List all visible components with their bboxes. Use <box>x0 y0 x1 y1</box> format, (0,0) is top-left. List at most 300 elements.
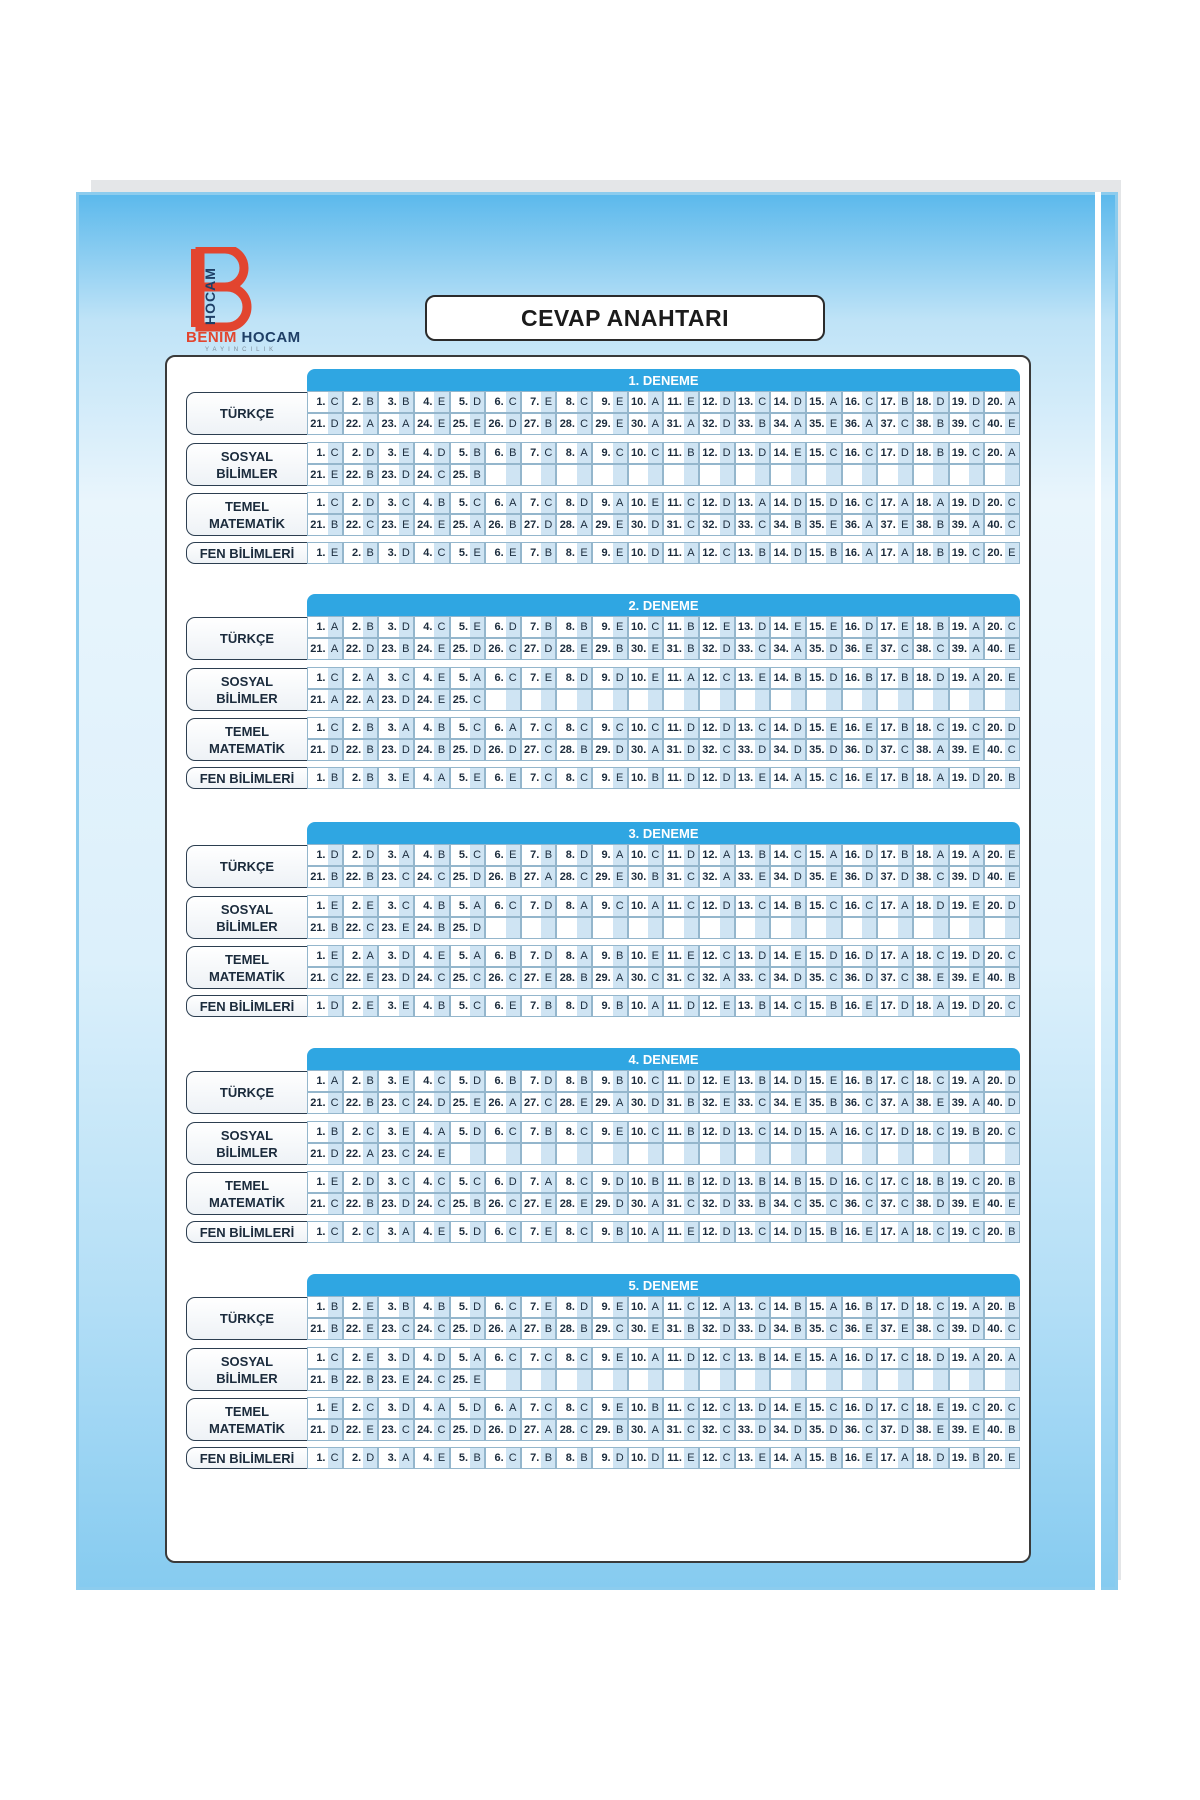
answer-row <box>307 1369 1020 1391</box>
answer-cell: 6. C <box>485 895 521 917</box>
answer-cell: 20. C <box>984 1121 1020 1143</box>
answer-cell: 9. D <box>592 667 628 689</box>
answer-cell: 22. D <box>343 638 379 660</box>
answer-cell: 12. A <box>699 844 735 866</box>
answer-cell: 24. B <box>414 917 450 939</box>
answer-cell: 9. C <box>592 895 628 917</box>
answer-cell: 31. A <box>663 413 699 435</box>
answer-cell: 21. D <box>307 1143 343 1165</box>
answer-cell: 15. C <box>806 767 842 789</box>
answer-cell: 13. E <box>735 767 771 789</box>
answer-cell: 3. C <box>378 667 414 689</box>
answer-cell <box>806 689 842 711</box>
answer-cell: 33. B <box>735 413 771 435</box>
answer-cell: 7. B <box>521 1447 557 1469</box>
answer-cell: 22. B <box>343 1369 379 1391</box>
answer-cell: 12. D <box>699 442 735 464</box>
answer-cell: 27. E <box>521 967 557 989</box>
answer-cell: 3. D <box>378 1347 414 1369</box>
answer-cell: 12. D <box>699 895 735 917</box>
subject-label: TÜRKÇE <box>186 1071 307 1114</box>
answer-cell: 11. C <box>663 492 699 514</box>
answer-cell: 5. A <box>450 667 486 689</box>
answer-cell: 9. A <box>592 844 628 866</box>
answer-cell: 5. D <box>450 1296 486 1318</box>
answer-cell: 16. E <box>842 995 878 1017</box>
answer-cell: 25. D <box>450 638 486 660</box>
answer-cell: 5. D <box>450 1397 486 1419</box>
answer-cell: 1. A <box>307 616 343 638</box>
answer-cell: 34. D <box>770 1419 806 1441</box>
answer-cell: 2. B <box>343 767 379 789</box>
answer-cell: 40. E <box>984 638 1020 660</box>
answer-cell: 18. C <box>913 945 949 967</box>
answer-cell: 14. D <box>770 542 806 564</box>
answer-cell: 15. B <box>806 995 842 1017</box>
answer-cell: 18. A <box>913 492 949 514</box>
answer-cell: 32. D <box>699 638 735 660</box>
answer-cell: 5. A <box>450 895 486 917</box>
answer-cell: 6. C <box>485 1347 521 1369</box>
deneme-title: 5. DENEME <box>307 1274 1020 1296</box>
answer-cell: 7. B <box>521 995 557 1017</box>
answer-cell: 25. B <box>450 1193 486 1215</box>
answer-cell: 9. B <box>592 945 628 967</box>
answer-cell: 19. A <box>949 1347 985 1369</box>
answer-cell: 17. C <box>877 1397 913 1419</box>
answer-cell: 24. E <box>414 638 450 660</box>
answer-cell: 11. D <box>663 1347 699 1369</box>
answer-cell: 32. C <box>699 1419 735 1441</box>
answer-cell: 3. D <box>378 542 414 564</box>
answer-row <box>307 995 1020 1017</box>
answer-cell: 37. C <box>877 967 913 989</box>
answer-row <box>307 464 1020 486</box>
answer-cell: 8. C <box>556 1347 592 1369</box>
answer-cell <box>842 1143 878 1165</box>
answer-cell: 25. E <box>450 1092 486 1114</box>
answer-cell: 17. E <box>877 616 913 638</box>
answer-cell: 26. A <box>485 1318 521 1340</box>
subject-label: TEMEL MATEMATİK <box>186 1398 307 1441</box>
answer-cell: 20. E <box>984 667 1020 689</box>
answer-cell: 30. A <box>628 1193 664 1215</box>
answer-cell: 1. D <box>307 844 343 866</box>
answer-cell: 21. B <box>307 1318 343 1340</box>
answer-cell <box>521 1369 557 1391</box>
answer-cell: 9. D <box>592 1447 628 1469</box>
answer-cell: 21. D <box>307 1419 343 1441</box>
answer-cell: 23. D <box>378 689 414 711</box>
deneme-block <box>167 369 1029 569</box>
answer-cell: 31. C <box>663 1419 699 1441</box>
answer-cell: 18. C <box>913 1296 949 1318</box>
answer-cell: 3. C <box>378 1171 414 1193</box>
answer-cell: 7. B <box>521 1121 557 1143</box>
answer-cell: 36. D <box>842 739 878 761</box>
answer-cell: 4. E <box>414 945 450 967</box>
answer-cell: 9. E <box>592 1397 628 1419</box>
answer-cell: 36. A <box>842 413 878 435</box>
answer-cell <box>628 917 664 939</box>
answer-cell: 15. B <box>806 542 842 564</box>
answer-cell: 6. A <box>485 492 521 514</box>
answer-cell <box>877 1143 913 1165</box>
answer-cell: 4. E <box>414 1447 450 1469</box>
answer-cell: 27. C <box>521 739 557 761</box>
answer-cell <box>735 689 771 711</box>
answer-cell: 18. B <box>913 1171 949 1193</box>
answer-cell: 38. C <box>913 638 949 660</box>
answer-cell: 2. E <box>343 895 379 917</box>
answer-row <box>307 945 1020 967</box>
answer-cell: 21. B <box>307 514 343 536</box>
answer-cell: 28. C <box>556 1419 592 1441</box>
answer-cell: 40. D <box>984 1092 1020 1114</box>
answer-cell: 6. B <box>485 945 521 967</box>
subject-label: FEN BİLİMLERİ <box>186 1447 307 1469</box>
answer-cell <box>485 1143 521 1165</box>
answer-cell: 14. B <box>770 1296 806 1318</box>
answer-cell: 1. C <box>307 1447 343 1469</box>
answer-cell <box>842 464 878 486</box>
answer-cell: 20. E <box>984 1447 1020 1469</box>
answer-cell: 20. B <box>984 1296 1020 1318</box>
answer-cell: 17. D <box>877 442 913 464</box>
answer-cell: 13. C <box>735 391 771 413</box>
answer-cell: 40. E <box>984 1193 1020 1215</box>
answer-cell <box>556 689 592 711</box>
answer-cell: 36. A <box>842 514 878 536</box>
answer-row <box>307 739 1020 761</box>
deneme-title: 2. DENEME <box>307 594 1020 616</box>
answer-cell: 15. A <box>806 844 842 866</box>
answer-cell: 23. D <box>378 967 414 989</box>
answer-cell: 35. B <box>806 1092 842 1114</box>
answer-cell: 33. C <box>735 1092 771 1114</box>
answer-cell: 23. A <box>378 413 414 435</box>
answer-cell: 2. E <box>343 995 379 1017</box>
deneme-title: 1. DENEME <box>307 369 1020 391</box>
subject-label: TÜRKÇE <box>186 392 307 435</box>
deneme-block <box>167 822 1029 1022</box>
answer-cell: 5. C <box>450 995 486 1017</box>
answer-row <box>307 895 1020 917</box>
answer-cell <box>735 464 771 486</box>
answer-cell: 1. E <box>307 895 343 917</box>
answer-cell: 18. E <box>913 1397 949 1419</box>
answer-cell: 2. C <box>343 1221 379 1243</box>
answer-cell: 11. D <box>663 1070 699 1092</box>
answer-cell: 13. C <box>735 1296 771 1318</box>
answer-cell: 20. D <box>984 1070 1020 1092</box>
answer-cell: 29. D <box>592 739 628 761</box>
answer-cell <box>806 917 842 939</box>
answer-cell: 35. C <box>806 1318 842 1340</box>
answer-cell: 5. E <box>450 767 486 789</box>
answer-row <box>307 1347 1020 1369</box>
answer-cell: 14. E <box>770 1347 806 1369</box>
answer-cell: 21. C <box>307 967 343 989</box>
answer-cell: 6. A <box>485 1397 521 1419</box>
answer-cell: 29. A <box>592 967 628 989</box>
deneme-block <box>167 594 1029 794</box>
answer-cell: 17. C <box>877 1171 913 1193</box>
answer-cell: 16. D <box>842 945 878 967</box>
answer-cell: 39. A <box>949 638 985 660</box>
answer-cell: 12. D <box>699 1221 735 1243</box>
answer-cell: 17. B <box>877 844 913 866</box>
answer-cell: 4. B <box>414 995 450 1017</box>
answer-row <box>307 1296 1020 1318</box>
answer-cell: 9. E <box>592 542 628 564</box>
answer-cell: 9. B <box>592 1221 628 1243</box>
answer-cell: 13. B <box>735 542 771 564</box>
answer-cell: 3. E <box>378 1121 414 1143</box>
answer-cell: 19. C <box>949 1221 985 1243</box>
answer-cell: 11. D <box>663 844 699 866</box>
answer-cell: 11. C <box>663 895 699 917</box>
answer-cell: 8. C <box>556 391 592 413</box>
answer-cell: 7. D <box>521 945 557 967</box>
answer-cell: 16. B <box>842 1296 878 1318</box>
answer-cell: 13. E <box>735 667 771 689</box>
answer-cell: 29. E <box>592 413 628 435</box>
answer-cell: 17. D <box>877 1121 913 1143</box>
answer-cell: 24. C <box>414 464 450 486</box>
answer-cell: 15. D <box>806 667 842 689</box>
answer-cell: 15. A <box>806 1347 842 1369</box>
answer-cell: 35. C <box>806 1193 842 1215</box>
answer-cell: 21. A <box>307 638 343 660</box>
answer-cell: 37. E <box>877 1318 913 1340</box>
answer-cell: 10. A <box>628 1347 664 1369</box>
answer-cell: 4. E <box>414 667 450 689</box>
answer-row <box>307 1447 1020 1469</box>
answer-cell: 5. E <box>450 616 486 638</box>
answer-cell: 32. C <box>699 739 735 761</box>
answer-cell: 37. D <box>877 1419 913 1441</box>
answer-cell: 5. E <box>450 542 486 564</box>
subject-label: SOSYAL BİLİMLER <box>186 1348 307 1391</box>
answer-cell: 7. E <box>521 667 557 689</box>
answer-cell: 1. C <box>307 492 343 514</box>
answer-cell: 28. A <box>556 514 592 536</box>
answer-cell: 35. E <box>806 413 842 435</box>
answer-cell: 6. E <box>485 542 521 564</box>
answer-cell: 12. C <box>699 542 735 564</box>
answer-cell: 37. C <box>877 1193 913 1215</box>
answer-cell: 25. D <box>450 866 486 888</box>
answer-cell: 5. D <box>450 391 486 413</box>
svg-text:HOCAM: HOCAM <box>202 267 218 325</box>
answer-cell <box>592 917 628 939</box>
answer-row <box>307 667 1020 689</box>
answer-cell: 24. B <box>414 739 450 761</box>
answer-cell <box>699 1369 735 1391</box>
answer-cell: 23. C <box>378 1143 414 1165</box>
answer-cell: 11. A <box>663 667 699 689</box>
answer-cell: 28. E <box>556 1092 592 1114</box>
answer-cell <box>699 689 735 711</box>
answer-cell: 23. E <box>378 514 414 536</box>
answer-cell <box>521 464 557 486</box>
answer-cell: 22. C <box>343 917 379 939</box>
answer-cell: 10. D <box>628 1447 664 1469</box>
answer-cell: 24. C <box>414 1193 450 1215</box>
answer-cell: 38. C <box>913 1318 949 1340</box>
answer-cell <box>913 1369 949 1391</box>
answer-cell: 36. C <box>842 1092 878 1114</box>
answer-cell: 24. E <box>414 413 450 435</box>
answer-cell: 19. A <box>949 1296 985 1318</box>
answer-cell: 18. A <box>913 767 949 789</box>
subject-label: TEMEL MATEMATİK <box>186 1172 307 1215</box>
answer-cell: 14. D <box>770 717 806 739</box>
answer-cell: 31. B <box>663 1318 699 1340</box>
answer-cell <box>735 1369 771 1391</box>
answer-cell: 30. E <box>628 638 664 660</box>
answer-row <box>307 717 1020 739</box>
answer-cell: 3. D <box>378 1397 414 1419</box>
answer-cell: 9. E <box>592 1347 628 1369</box>
answer-cell <box>628 1143 664 1165</box>
answer-cell: 18. C <box>913 1121 949 1143</box>
answer-cell: 10. A <box>628 1296 664 1318</box>
answer-cell: 16. E <box>842 717 878 739</box>
answer-cell: 20. A <box>984 442 1020 464</box>
answer-cell: 13. C <box>735 895 771 917</box>
answer-cell: 3. D <box>378 616 414 638</box>
answer-cell: 35. D <box>806 739 842 761</box>
answer-cell: 26. B <box>485 866 521 888</box>
answer-cell: 18. D <box>913 1447 949 1469</box>
answer-cell: 25. E <box>450 1369 486 1391</box>
deneme-block <box>167 1274 1029 1474</box>
answer-cell: 39. A <box>949 514 985 536</box>
answer-cell <box>842 1369 878 1391</box>
subject-label: SOSYAL BİLİMLER <box>186 668 307 711</box>
answer-row <box>307 616 1020 638</box>
answer-cell <box>842 689 878 711</box>
answer-cell: 13. C <box>735 1121 771 1143</box>
answer-cell: 7. A <box>521 1171 557 1193</box>
answer-cell: 33. B <box>735 1193 771 1215</box>
answer-cell: 29. C <box>592 1318 628 1340</box>
answer-cell: 20. E <box>984 542 1020 564</box>
answer-cell: 28. C <box>556 866 592 888</box>
answer-cell: 5. C <box>450 844 486 866</box>
answer-cell: 8. D <box>556 995 592 1017</box>
brand-subtitle: YAYINCILIK <box>205 347 278 353</box>
answer-cell: 22. E <box>343 967 379 989</box>
answer-cell: 21. A <box>307 689 343 711</box>
answer-cell: 39. D <box>949 1318 985 1340</box>
answer-cell <box>521 689 557 711</box>
answer-cell: 8. C <box>556 717 592 739</box>
answer-cell: 9. D <box>592 1171 628 1193</box>
answer-cell: 7. B <box>521 542 557 564</box>
answer-cell: 3. B <box>378 391 414 413</box>
answer-cell: 25. C <box>450 967 486 989</box>
answer-row <box>307 1171 1020 1193</box>
answer-cell: 32. A <box>699 866 735 888</box>
answer-cell: 16. C <box>842 895 878 917</box>
answer-cell: 37. D <box>877 866 913 888</box>
answer-cell: 23. E <box>378 1369 414 1391</box>
answer-cell: 32. D <box>699 514 735 536</box>
answer-cell: 14. A <box>770 1447 806 1469</box>
answer-cell: 6. B <box>485 1070 521 1092</box>
answer-cell: 32. D <box>699 413 735 435</box>
answer-cell: 1. B <box>307 1121 343 1143</box>
answer-cell <box>556 464 592 486</box>
answer-cell: 20. C <box>984 1397 1020 1419</box>
answer-cell <box>485 1369 521 1391</box>
answer-cell: 19. C <box>949 1397 985 1419</box>
subject-label: SOSYAL BİLİMLER <box>186 896 307 939</box>
answer-cell: 20. C <box>984 945 1020 967</box>
answer-cell <box>949 1143 985 1165</box>
answer-cell: 5. A <box>450 945 486 967</box>
answer-cell: 6. C <box>485 1447 521 1469</box>
answer-row <box>307 442 1020 464</box>
answer-cell: 22. A <box>343 1143 379 1165</box>
answer-cell: 12. E <box>699 1070 735 1092</box>
answer-cell: 15. D <box>806 1171 842 1193</box>
answer-cell: 16. D <box>842 844 878 866</box>
answer-row <box>307 967 1020 989</box>
answer-cell: 36. E <box>842 1318 878 1340</box>
answer-cell: 11. E <box>663 945 699 967</box>
answer-cell: 34. B <box>770 514 806 536</box>
answer-cell: 11. C <box>663 1296 699 1318</box>
answer-cell: 17. A <box>877 895 913 917</box>
answer-cell: 6. C <box>485 1221 521 1243</box>
answer-cell: 23. C <box>378 1092 414 1114</box>
answer-cell: 29. B <box>592 638 628 660</box>
answer-cell: 8. C <box>556 1171 592 1193</box>
answer-cell: 26. C <box>485 1193 521 1215</box>
answer-cell: 8. D <box>556 844 592 866</box>
answer-cell: 19. C <box>949 442 985 464</box>
answer-cell: 6. C <box>485 1121 521 1143</box>
answer-cell: 1. C <box>307 1221 343 1243</box>
answer-cell: 23. E <box>378 917 414 939</box>
answer-cell: 17. D <box>877 1296 913 1318</box>
answer-cell: 28. C <box>556 413 592 435</box>
answer-cell: 11. D <box>663 767 699 789</box>
answer-cell: 4. A <box>414 1121 450 1143</box>
answer-cell: 7. C <box>521 442 557 464</box>
answer-cell <box>877 464 913 486</box>
answer-cell: 19. C <box>949 1171 985 1193</box>
answer-cell: 25. A <box>450 514 486 536</box>
answer-cell: 22. E <box>343 1419 379 1441</box>
answer-cell: 31. D <box>663 739 699 761</box>
answer-cell: 1. C <box>307 1347 343 1369</box>
answer-cell: 31. B <box>663 1092 699 1114</box>
answer-cell <box>913 689 949 711</box>
answer-cell: 10. B <box>628 1171 664 1193</box>
answer-cell: 15. E <box>806 717 842 739</box>
answer-cell: 2. D <box>343 1447 379 1469</box>
answer-cell: 8. E <box>556 542 592 564</box>
answer-cell: 23. C <box>378 1419 414 1441</box>
answer-cell: 32. A <box>699 967 735 989</box>
answer-cell: 16. C <box>842 391 878 413</box>
answer-cell: 4. D <box>414 442 450 464</box>
